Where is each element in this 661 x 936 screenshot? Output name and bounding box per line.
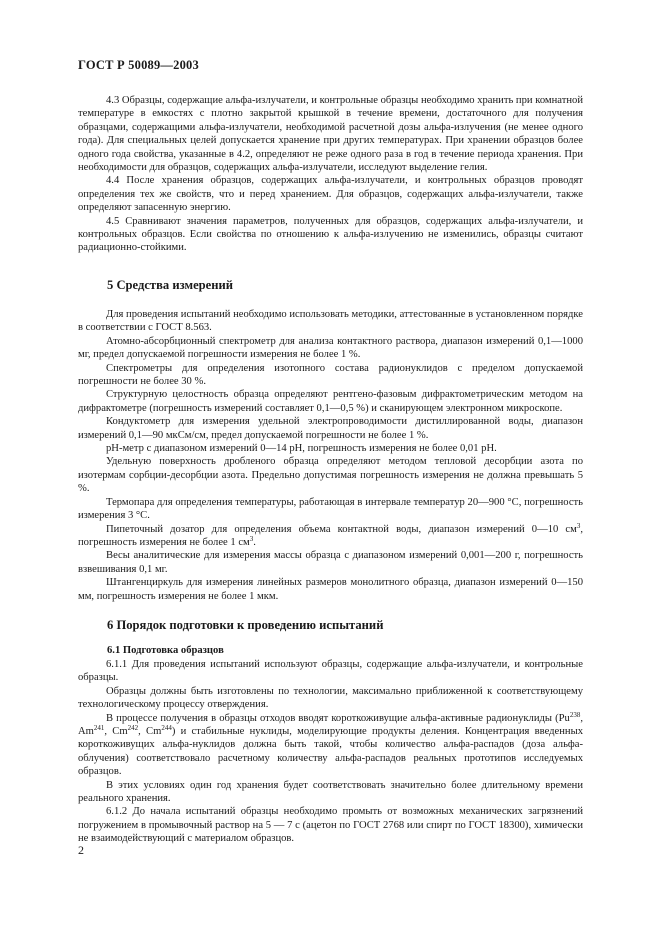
paragraph-nuclides: В процессе получения в образцы отходов вводят короткоживущие альфа-активные радионуклиды (Pu$^{238}$, Am$^{241}$, Cm$^{242}$, Cm$^{244}$) и стабильные нуклиды, моделирующие продукты деления. Концентрация введенных короткоживущих альфа-нуклидов должна быть такой, чтобы количество альфа-распадов (доза альфа-облучения) соответствовало расчетному количеству альфа-распадов реальных прототипов исследуемых образцов.	[78, 710, 583, 778]
paragraph-4-4: 4.4 После хранения образцов, содержащих альфа-излучатели, и контрольных образцов проводят определения тех же свойств, что и перед хранением. Для образцов, содержащих альфа-излучатели, также определяют запасенную энергию.	[78, 175, 583, 214]
section-6-1-title: 6.1 Подготовка образцов	[107, 645, 224, 656]
paragraph-spectrometers: Спектрометры для определения изотопного состава радионуклидов с пределом допускаемой погрешности не более 30 %.	[78, 362, 583, 388]
document-header: ГОСТ Р 50089—2003	[78, 58, 199, 72]
paragraph-pipette: Пипеточный дозатор для определения объема контактной воды, диапазон измерений 0—10 $см^3$, погрешность измерения не более 1 $см^3$.	[78, 521, 583, 548]
paragraph-scales: Весы аналитические для измерения массы образца с диапазоном измерений 0,001—200 г, погрешность взвешивания 0,1 мг.	[78, 550, 583, 575]
paragraph-methods: Для проведения испытаний необходимо использовать методики, аттестованные в установленном порядке в соответствии с ГОСТ 8.563.	[78, 309, 583, 334]
paragraph-storage-time: В этих условиях один год хранения будет соответствовать значительно более длительному времени реального хранения.	[78, 779, 583, 805]
page-number: 2	[78, 843, 84, 857]
paragraph-spectrometer-aa: Атомно-абсорбционный спектрометр для анализа контактного раствора, диапазон измерений 0,1—1000 мг, предел допускаемой погрешности измерения не более 1 %.	[78, 335, 583, 361]
storage-paragraphs	[78, 94, 583, 255]
paragraph-ph-meter: pH-метр с диапазоном измерений 0—14 pH, погрешность измерения не более 0,01 pH.	[106, 443, 497, 455]
sample-preparation-paragraphs	[78, 658, 583, 846]
paragraph-technology: Образцы должны быть изготовлены по технологии, максимально приближенной к соответствующему технологическому процессу отверждения.	[78, 685, 583, 711]
paragraph-surface: Удельную поверхность дробленого образца определяют методом тепловой десорбции азота по изотермам сорбции-десорбции азота. Предельно допустимая погрешность измерения не должна превышать 5 %.	[78, 456, 583, 495]
paragraph-thermocouple: Термопара для определения температуры, работающая в интервале температур 20—900 °С, погрешность измерения 3 °С.	[78, 496, 583, 522]
paragraph-6-1-1: 6.1.1 Для проведения испытаний используют образцы, содержащие альфа-излучатели, и контрольные образцы.	[78, 659, 583, 684]
paragraph-structure: Структурную целостность образца определяют рентгено-фазовым дифрактометрическим методом на дифрактометре (погрешность измерений составляет 0,1—0,5 %) и сканирующем электронном микроскопе.	[78, 389, 583, 414]
paragraph-4-5: 4.5 Сравнивают значения параметров, полученных для образцов, содержащих альфа-излучатели, и контрольных образцов. Если свойства по отношению к альфа-излучению не изменились, образцы считают радиационно-стойкими.	[78, 215, 583, 254]
section-5-title: 5 Средства измерений	[107, 278, 234, 292]
section-6-title: 6 Порядок подготовки к проведению испытаний	[107, 618, 384, 632]
paragraph-4-3: 4.3 Образцы, содержащие альфа-излучатели, и контрольные образцы необходимо хранить при комнатной температуре в емкостях с плотно закрытой крышкой в течение времени, достаточного для получения образцами, содержащими альфа-излучатели, необходимой расчетной дозы альфа-излучения (не менее одного года). Для специальных целей допускается хранение при других температурах. При хранении образцов более одного года свойства, указанные в 4.2, определяют не реже одного раза в год в течение периода хранения. При необходимости для образцов, содержащих альфа-излучатели, исследуют выделение гелия.	[78, 95, 583, 174]
paragraph-6-1-2: 6.1.2 До начала испытаний образцы необходимо промыть от возможных механических загрязнений погружением в промывочный раствор на 5 — 7 с (ацетон по ГОСТ 2768 или спирт по ГОСТ 18300), химически не взаимодействующий с материалом образцов.	[78, 806, 583, 845]
paragraph-caliper: Штангенциркуль для измерения линейных размеров монолитного образца, диапазон измерений 0—150 мм, погрешность измерения не более 1 мкм.	[78, 577, 583, 602]
measuring-instruments-paragraphs	[78, 308, 583, 603]
paragraph-conductometer: Кондуктометр для измерения удельной электропроводимости дистиллированной воды, диапазон измерений 0,1—90 мкСм/см, предел допускаемой погрешности не более 1 %.	[78, 416, 583, 441]
